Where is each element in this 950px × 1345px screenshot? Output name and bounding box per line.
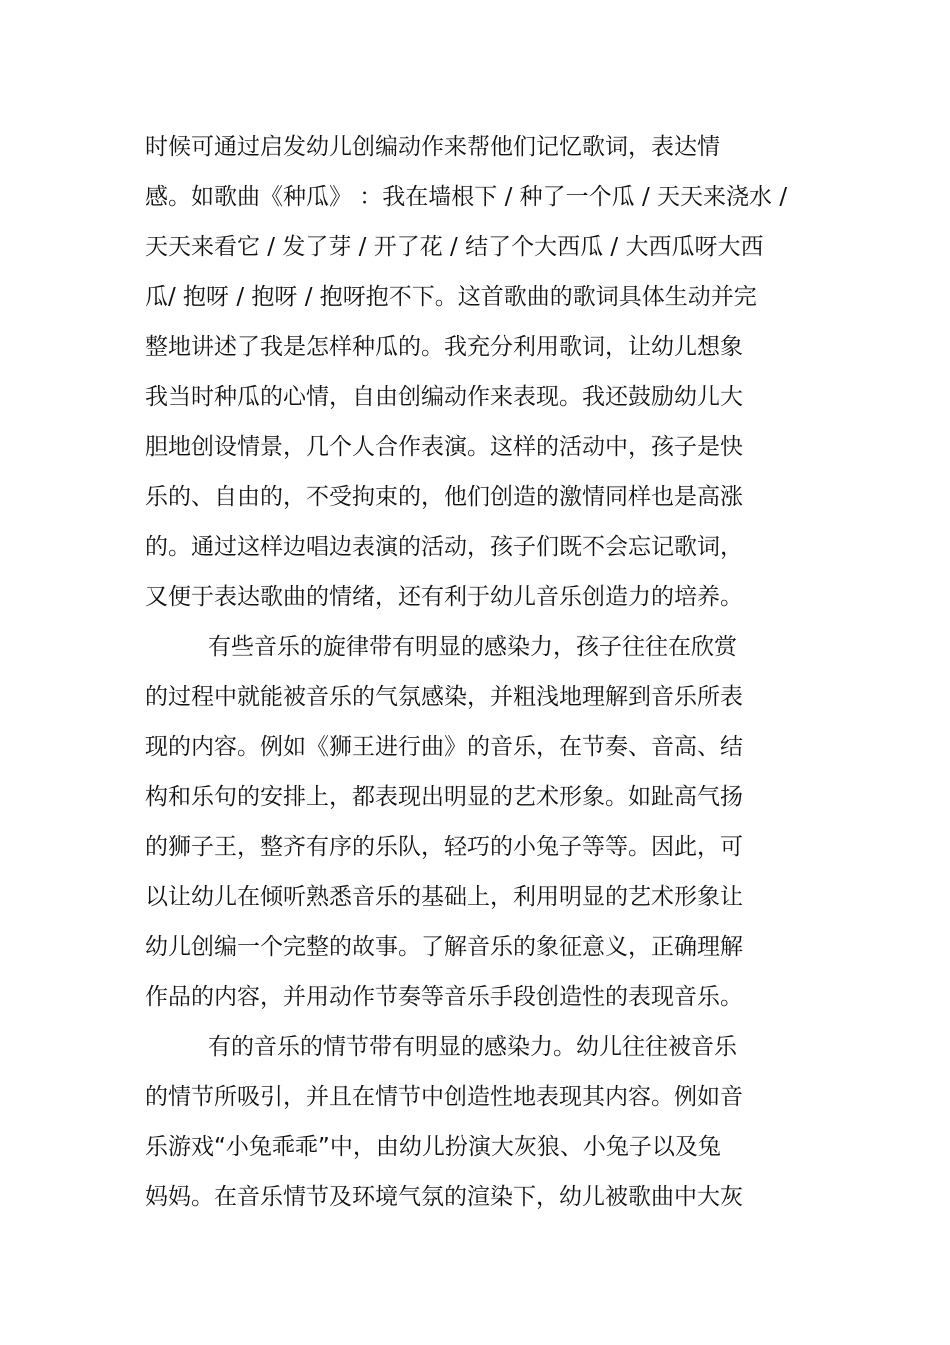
text-line: 构和乐句的安排上，都表现出明显的艺术形象。如趾高气扬 [145,784,743,810]
text-line: 我当时种瓜的心情，自由创编动作来表现。我还鼓励幼儿大 [145,384,743,410]
text-line: 时候可通过启发幼儿创编动作来帮他们记忆歌词，表达情 [145,134,720,160]
body-text [145,122,825,1222]
text-line: 幼儿创编一个完整的故事。了解音乐的象征意义，正确理解 [145,934,743,960]
text-line: 妈妈。在音乐情节及环境气氛的渲染下，幼儿被歌曲中大灰 [145,1184,743,1210]
text-line: 乐游戏“小兔乖乖”中，由幼儿扮演大灰狼、小兔子以及兔 [145,1134,721,1160]
text-line: 现的内容。例如《狮王进行曲》的音乐，在节奏、音高、结 [145,734,743,760]
text-line: 又便于表达歌曲的情绪，还有利于幼儿音乐创造力的培养。 [145,584,743,610]
text-line: 瓜/ 抱呀 / 抱呀 / 抱呀抱不下。这首歌曲的歌词具体生动并完 [145,284,757,310]
text-line: 整地讲述了我是怎样种瓜的。我充分利用歌词，让幼儿想象 [145,334,743,360]
text-line: 的。通过这样边唱边表演的活动，孩子们既不会忘记歌词， [145,534,743,560]
text-line: 的情节所吸引，并且在情节中创造性地表现其内容。例如音 [145,1084,743,1110]
text-line: 天天来看它 / 发了芽 / 开了花 / 结了个大西瓜 / 大西瓜呀大西 [145,234,764,260]
paragraph-first-line: 有些音乐的旋律带有明显的感染力，孩子往往在欣赏 [208,634,737,660]
text-line: 的过程中就能被音乐的气氛感染，并粗浅地理解到音乐所表 [145,684,743,710]
text-line: 作品的内容，并用动作节奏等音乐手段创造性的表现音乐。 [145,984,743,1010]
text-line: 以让幼儿在倾听熟悉音乐的基础上，利用明显的艺术形象让 [145,884,743,910]
text-line: 乐的、自由的，不受拘束的，他们创造的激情同样也是高涨 [145,484,743,510]
paragraph-first-line: 有的音乐的情节带有明显的感染力。幼儿往往被音乐 [208,1034,737,1060]
text-line: 的狮子王，整齐有序的乐队，轻巧的小兔子等等。因此，可 [145,834,743,860]
text-line: 胆地创设情景，几个人合作表演。这样的活动中，孩子是快 [145,434,743,460]
text-line: 感。如歌曲《种瓜》 ：我在墙根下 / 种了一个瓜 / 天天来浇水 / [145,184,788,210]
